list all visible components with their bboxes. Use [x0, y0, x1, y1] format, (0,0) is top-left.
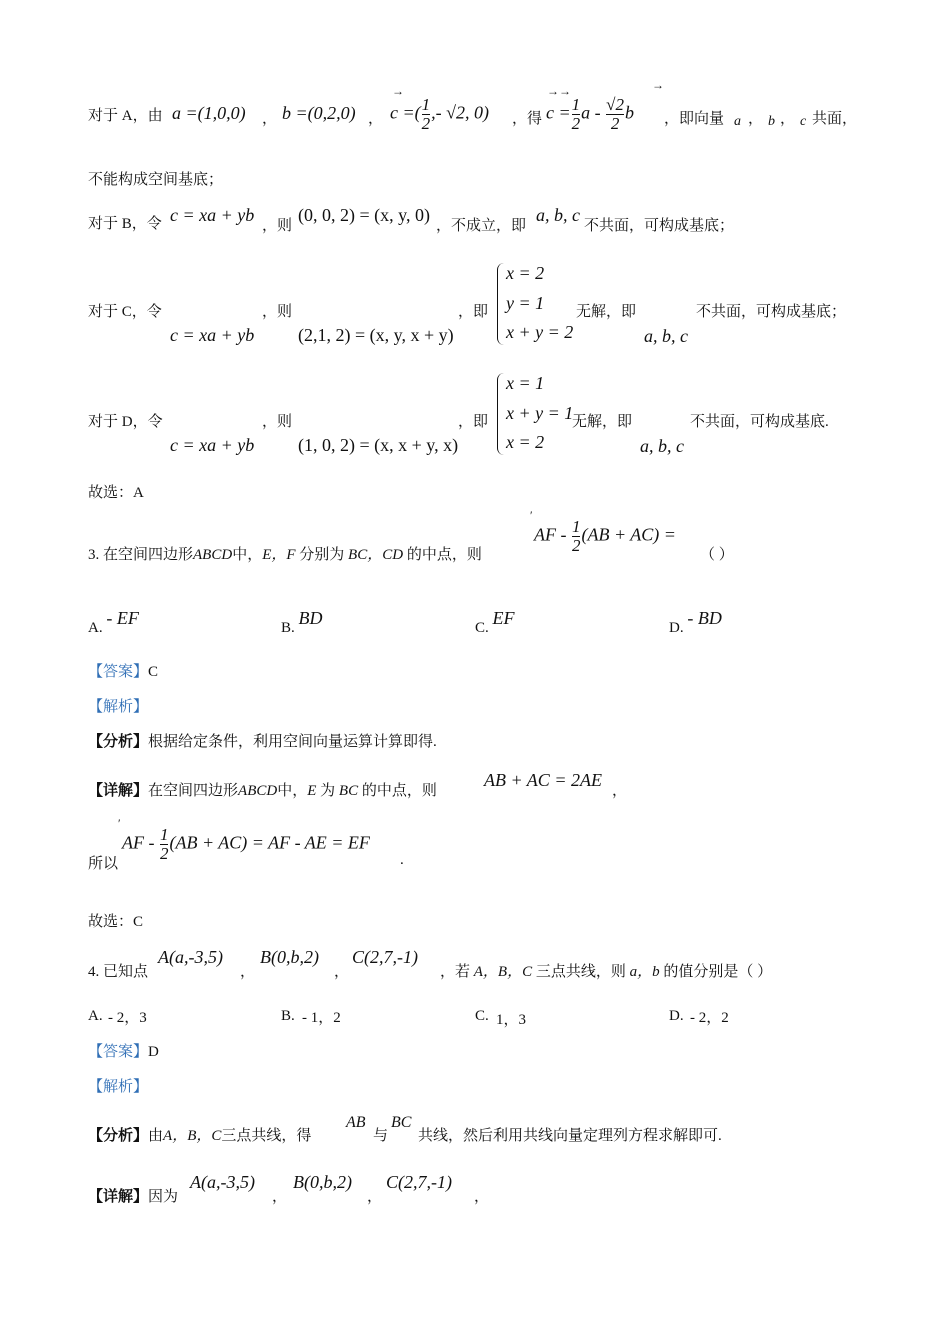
line-d-sys-2: x + y = 1	[506, 403, 574, 423]
line-a	[88, 106, 163, 126]
q3-paren: （ ）	[700, 547, 734, 563]
q4-option-b[interactable]: B.	[281, 1008, 295, 1024]
vec-c: c	[800, 114, 807, 129]
line-b-tail: 不共面，可构成基底；	[584, 218, 735, 234]
q4-point-b: B(0,b,2)	[260, 947, 319, 967]
vec-b: b	[768, 114, 775, 129]
q4-answer: 【答案】D	[88, 1044, 159, 1060]
choose-answer-a: 故选：A	[88, 485, 144, 501]
vector-arrow-icon: ′	[118, 816, 121, 830]
q4-analysis-end: 共线，然后利用共线向量定理列方程求解即可.	[418, 1128, 722, 1144]
q3-option-a[interactable]: A. - EF	[88, 608, 139, 636]
line-c-eq2: (2,1, 2) = (x, y, x + y)	[298, 325, 454, 345]
line-d-prefix: 对于 D，令	[88, 414, 163, 430]
q4-detail-a: A(a,-3,5)	[190, 1172, 255, 1192]
line-d-eq: c = xa + yb	[170, 435, 255, 455]
line-d-ji: ，即	[458, 414, 489, 430]
line-c-nosol: 无解，即	[576, 304, 637, 320]
line-c-abc: a, b, c	[644, 326, 688, 346]
line-c-sys-3: x + y = 2	[506, 322, 574, 342]
q4-option-d-value: - 2，2	[690, 1010, 729, 1026]
line-a-tail: ，即向量	[664, 111, 725, 127]
q3-option-b[interactable]: B. BD	[281, 608, 323, 636]
line-c-eq: c = xa + yb	[170, 325, 255, 345]
line-d-tail: 不共面，可构成基底.	[690, 414, 829, 430]
line-d-nosol: 无解，即	[572, 414, 633, 430]
line-b	[88, 214, 162, 234]
q4-detail-b: B(0,b,2)	[293, 1172, 352, 1192]
sep: ，	[612, 783, 628, 799]
q4-jiexi: 【解析】	[88, 1079, 149, 1095]
q4-option-a[interactable]: A.	[88, 1008, 103, 1024]
line-d-abc: a, b, c	[640, 436, 684, 456]
sep: ，	[780, 111, 796, 127]
line-b-then: ，则	[262, 218, 293, 234]
line-a-prefix: 对于 A，由	[88, 108, 163, 124]
q4-analysis: 【分析】由A，B，C三点共线，得	[88, 1128, 312, 1144]
q3-suoyi-end: .	[400, 852, 404, 868]
q4-option-d[interactable]: D.	[669, 1008, 684, 1024]
line-c-sys-2: y = 1	[506, 293, 545, 313]
line-b-post: ，不成立，即	[436, 218, 527, 234]
sep: ，	[240, 964, 256, 980]
q3-detail: 【详解】在空间四边形ABCD中，E 为 BC 的中点，则	[88, 783, 437, 799]
q4-stem-pre: 4. 已知点	[88, 964, 149, 980]
sep: ，	[367, 1189, 383, 1205]
system-brace	[497, 373, 504, 455]
sep: ，	[262, 111, 278, 127]
q4-detail-c: C(2,7,-1)	[386, 1172, 452, 1192]
vec-a: a	[734, 114, 741, 129]
system-brace	[497, 263, 504, 345]
q3-suoyi: 所以	[88, 856, 119, 872]
vector-arrow-icon: →→	[547, 84, 571, 98]
q4-option-b-value: - 1，2	[302, 1010, 341, 1026]
line-c-ji: ，即	[458, 304, 489, 320]
vector-c-combination: c = $\frac{1}{2}$ a - $\frac{√2}{2}$ b	[546, 95, 634, 133]
line-a-cont: 不能构成空间基底；	[88, 172, 224, 188]
line-b-abc: a, b, c	[536, 205, 580, 225]
line-c-then: ，则	[262, 304, 293, 320]
q4-stem-post: ，若 A，B，C 三点共线，则 a，b 的值分别是（ ）	[440, 964, 773, 980]
vector-arrow-icon: ′	[530, 508, 533, 522]
sep: ，	[334, 964, 350, 980]
vector-c-def: c =( $\frac{1}{2}$ ,- √2, 0)	[390, 95, 490, 133]
vector-a-def: a =(1,0,0)	[172, 103, 246, 123]
q3-stem: 3. 在空间四边形ABCD中，E，F 分别为 BC，CD 的中点，则	[88, 547, 482, 563]
q4-point-a: A(a,-3,5)	[158, 947, 223, 967]
q3-choose: 故选：C	[88, 914, 144, 930]
sep: ，	[474, 1189, 490, 1205]
q3-option-c[interactable]: C. EF	[475, 608, 515, 636]
q3-expression: AF - $\frac{1}{2}$ (AB + AC) =	[534, 517, 676, 555]
vector-b-def: b =(0,2,0)	[282, 103, 356, 123]
q3-answer: 【答案】C	[88, 664, 159, 680]
line-b-eq: c = xa + yb	[170, 205, 255, 225]
q3-suoyi-expr: AF - $\frac{1}{2}$ (AB + AC) = AF - AE = EF	[122, 825, 370, 863]
sep: ，	[368, 111, 384, 127]
q3-option-d[interactable]: D. - BD	[669, 608, 722, 636]
q3-detail-eq: AB + AC = 2AE	[484, 770, 602, 790]
coplanar-text: 共面，	[812, 111, 858, 127]
line-c-tail: 不共面，可构成基底；	[696, 304, 847, 320]
q4-point-c: C(2,7,-1)	[352, 947, 418, 967]
sep: ，	[748, 111, 764, 127]
line-d-sys-1: x = 1	[506, 373, 545, 393]
q4-option-c[interactable]: C.	[475, 1008, 489, 1024]
q3-jiexi: 【解析】	[88, 699, 149, 715]
q4-analysis-ab: AB	[346, 1114, 366, 1131]
line-d-eq2: (1, 0, 2) = (x, x + y, x)	[298, 435, 459, 455]
line-b-eq2: (0, 0, 2) = (x, y, 0)	[298, 205, 430, 225]
line-d-then: ，则	[262, 414, 293, 430]
q4-analysis-yu: 与	[373, 1128, 389, 1144]
q3-analysis: 【分析】根据给定条件，利用空间向量运算计算即得.	[88, 734, 437, 750]
sep: ，	[272, 1189, 288, 1205]
get-text: ，得	[512, 111, 543, 127]
q4-detail: 【详解】因为	[88, 1189, 179, 1205]
vector-arrow-icon: →	[392, 84, 404, 98]
line-d-sys-3: x = 2	[506, 432, 545, 452]
q4-option-c-value: 1，3	[496, 1012, 527, 1028]
line-b-prefix: 对于 B，令	[88, 216, 162, 232]
q4-analysis-bc: BC	[391, 1114, 412, 1131]
line-c-sys-1: x = 2	[506, 263, 545, 283]
vector-arrow-icon: →	[652, 78, 664, 92]
q4-option-a-value: - 2，3	[108, 1010, 147, 1026]
line-c-prefix: 对于 C，令	[88, 304, 162, 320]
